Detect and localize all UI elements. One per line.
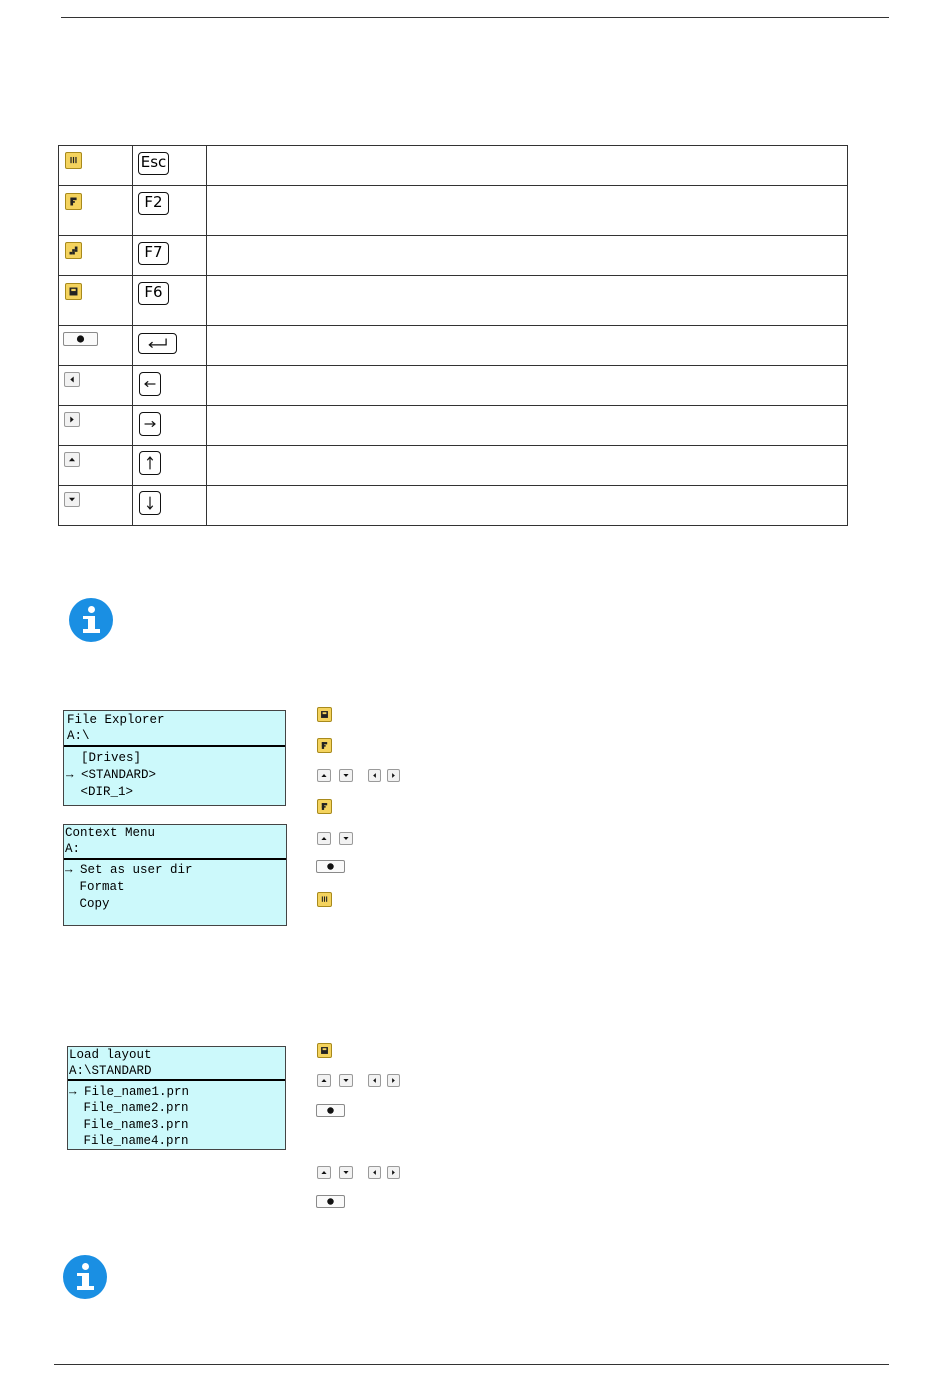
info-icon — [69, 598, 113, 642]
footer-rule — [54, 1364, 889, 1365]
table-cell-description — [207, 276, 848, 326]
function-button[interactable] — [317, 799, 332, 814]
right-button[interactable] — [387, 1166, 400, 1179]
table-row — [59, 236, 848, 276]
list-item[interactable]: Copy — [72, 897, 110, 911]
screen-path: A:\ — [67, 729, 90, 743]
table-cell-description — [207, 446, 848, 486]
function-button[interactable] — [317, 738, 332, 753]
right-arrow-key[interactable] — [139, 412, 161, 436]
right-button[interactable] — [64, 412, 80, 427]
down-button[interactable] — [339, 1074, 353, 1087]
table-cell-description — [207, 366, 848, 406]
screen-separator — [64, 858, 286, 860]
menu-button[interactable] — [65, 152, 82, 169]
down-button[interactable] — [339, 832, 353, 845]
list-item[interactable]: Set as user dir — [80, 863, 193, 877]
info-icon — [63, 1255, 107, 1299]
screen-title: Context Menu — [65, 826, 156, 840]
list-item[interactable]: File_name4.prn — [76, 1134, 189, 1148]
table-row — [59, 326, 848, 366]
right-button[interactable] — [387, 1074, 400, 1087]
table-row — [59, 486, 848, 526]
down-arrow-key[interactable] — [139, 491, 161, 515]
pause-button[interactable] — [317, 1043, 332, 1058]
screen-separator — [68, 1079, 285, 1081]
f2-key[interactable]: F2 — [138, 192, 169, 215]
enter-button[interactable] — [316, 1104, 345, 1117]
down-button[interactable] — [64, 492, 80, 507]
screen-title: Load layout — [69, 1048, 152, 1062]
left-button[interactable] — [64, 372, 80, 387]
table-row — [59, 276, 848, 326]
enter-button[interactable] — [63, 332, 98, 346]
screen-path: A:\STANDARD — [69, 1064, 152, 1078]
esc-key[interactable]: Esc — [138, 152, 169, 175]
file-explorer-screen — [63, 710, 286, 806]
screen-title: File Explorer — [67, 713, 165, 727]
table-row — [59, 186, 848, 236]
table-row — [59, 406, 848, 446]
list-item[interactable]: File_name1.prn — [84, 1085, 190, 1099]
pause-button[interactable] — [65, 283, 82, 300]
table-cell-description — [207, 186, 848, 236]
list-item[interactable]: [Drives] — [66, 751, 142, 765]
f6-key[interactable]: F6 — [138, 282, 169, 305]
table-cell-description — [207, 236, 848, 276]
up-arrow-key[interactable] — [139, 451, 161, 475]
table-row — [59, 146, 848, 186]
feed-button[interactable] — [65, 242, 82, 259]
table-cell-description — [207, 326, 848, 366]
list-item[interactable]: Format — [72, 880, 125, 894]
table-row — [59, 446, 848, 486]
left-button[interactable] — [368, 769, 381, 782]
up-button[interactable] — [64, 452, 80, 467]
up-button[interactable] — [317, 769, 331, 782]
header-rule — [61, 17, 889, 18]
context-menu-screen — [63, 824, 287, 926]
list-item[interactable]: File_name3.prn — [76, 1118, 189, 1132]
table-row — [59, 366, 848, 406]
menu-button[interactable] — [317, 892, 332, 907]
left-arrow-key[interactable] — [139, 372, 161, 396]
left-button[interactable] — [368, 1166, 381, 1179]
down-button[interactable] — [339, 769, 353, 782]
enter-button[interactable] — [316, 860, 345, 873]
enter-key[interactable] — [138, 333, 177, 354]
list-item[interactable]: <STANDARD> — [81, 768, 157, 782]
screen-path: A: — [65, 842, 81, 856]
pause-button[interactable] — [317, 707, 332, 722]
up-button[interactable] — [317, 832, 331, 845]
screen-separator — [64, 745, 285, 747]
table-cell-description — [207, 406, 848, 446]
selection-arrow-icon: → — [69, 1085, 77, 1099]
load-layout-screen — [67, 1046, 286, 1150]
down-button[interactable] — [339, 1166, 353, 1179]
key-assignment-table — [58, 145, 848, 526]
list-item[interactable]: File_name2.prn — [76, 1101, 189, 1115]
table-cell-description — [207, 486, 848, 526]
right-button[interactable] — [387, 769, 400, 782]
up-button[interactable] — [317, 1166, 331, 1179]
up-button[interactable] — [317, 1074, 331, 1087]
enter-button[interactable] — [316, 1195, 345, 1208]
table-cell-description — [207, 146, 848, 186]
left-button[interactable] — [368, 1074, 381, 1087]
list-item[interactable]: <DIR_1> — [73, 785, 134, 799]
selection-arrow-icon: → — [65, 863, 73, 877]
function-button[interactable] — [65, 193, 82, 210]
selection-arrow-icon: → — [66, 768, 74, 782]
f7-key[interactable]: F7 — [138, 242, 169, 265]
